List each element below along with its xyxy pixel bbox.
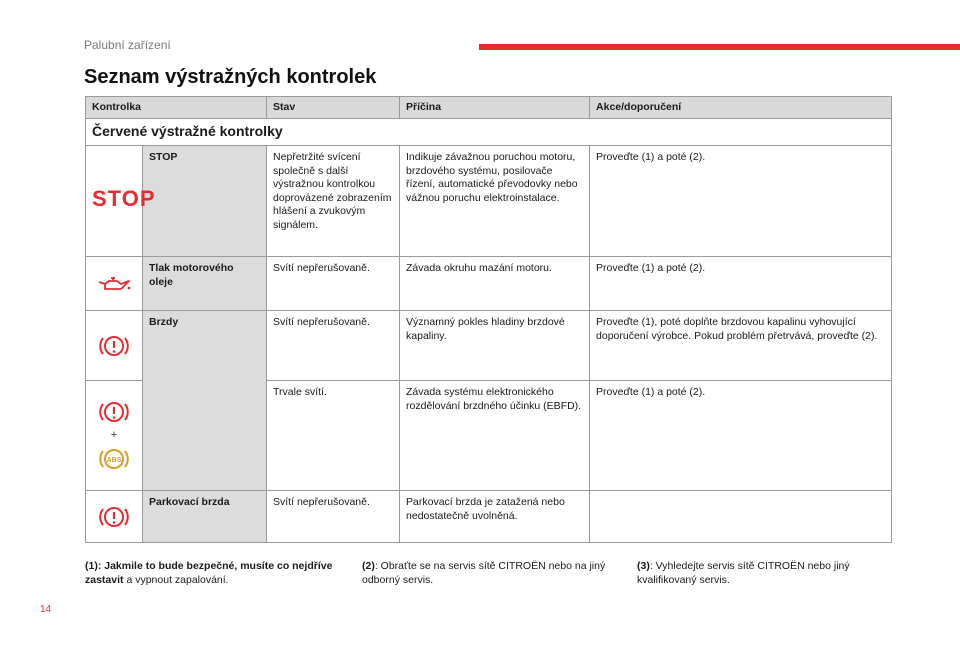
cause-cell: Významný pokles hladiny brzdové kapaliny. xyxy=(400,311,590,381)
table-row xyxy=(86,257,892,311)
group-row xyxy=(86,119,892,146)
status-cell: Nepřetržité svícení společně s další výstražnou kontrolkou doprovázené zobrazením hlášení a zvukovým signálem. xyxy=(267,146,400,257)
brake-warning-icon xyxy=(99,399,129,425)
table-row xyxy=(86,146,892,257)
footnote-3: (3): Vyhledejte servis sítě CITROËN nebo jiný kvalifikovaný servis. xyxy=(637,560,850,586)
cause-cell: Parkovací brzda je zatažená nebo nedostatečně uvolněná. xyxy=(400,491,590,543)
brake-warning-icon xyxy=(86,311,143,381)
column-header-pricina: Příčina xyxy=(400,97,590,119)
abs-icon xyxy=(99,446,129,472)
warning-lights-table xyxy=(85,96,892,543)
column-header-kontrolka: Kontrolka xyxy=(86,97,267,119)
warning-name: Tlak motorového oleje xyxy=(143,257,267,311)
action-cell: Proveďte (1) a poté (2). xyxy=(590,257,892,311)
brake-warning-icon xyxy=(86,491,143,543)
action-cell: Proveďte (1) a poté (2). xyxy=(590,381,892,491)
table-row xyxy=(86,491,892,543)
table-row xyxy=(86,311,892,381)
footnote-1: (1): Jakmile to bude bezpečné, musíte co nejdříve zastavit a vypnout zapalování. xyxy=(85,560,333,586)
warning-name: Brzdy xyxy=(143,311,267,491)
warning-name: Parkovací brzda xyxy=(143,491,267,543)
brake-abs-icon-group xyxy=(86,381,143,491)
action-cell: Proveďte (1), poté doplňte brzdovou kapalinu vyhovující doporučení výrobce. Pokud problém přetrvává, proveďte (2). xyxy=(590,311,892,381)
oil-can-icon xyxy=(86,257,143,311)
status-cell: Trvale svítí. xyxy=(267,381,400,491)
cause-cell: Závada okruhu mazání motoru. xyxy=(400,257,590,311)
status-cell: Svítí nepřerušovaně. xyxy=(267,311,400,381)
stop-icon: STOP xyxy=(86,146,143,257)
warning-name: STOP xyxy=(143,146,267,257)
column-header-stav: Stav xyxy=(267,97,400,119)
action-cell xyxy=(590,491,892,543)
footnote-2: (2): Obraťte se na servis sítě CITROËN nebo na jiný odborný servis. xyxy=(362,560,606,586)
action-cell: Proveďte (1) a poté (2). xyxy=(590,146,892,257)
column-header-akce: Akce/doporučení xyxy=(590,97,892,119)
status-cell: Svítí nepřerušovaně. xyxy=(267,491,400,543)
header-accent-bar xyxy=(479,44,960,50)
svg-text:ABS: ABS xyxy=(106,457,122,465)
cause-cell: Indikuje závažnou poruchou motoru, brzdového systému, posilovače řízení, automatické převodovky nebo vážnou poruchu elektroinstalace. xyxy=(400,146,590,257)
section-header: Palubní zařízení xyxy=(84,38,171,52)
table-header-row xyxy=(86,97,892,119)
status-cell: Svítí nepřerušovaně. xyxy=(267,257,400,311)
page-number: 14 xyxy=(40,604,52,615)
plus-sign: + xyxy=(110,428,118,441)
cause-cell: Závada systému elektronického rozdělování brzdného účinku (EBFD). xyxy=(400,381,590,491)
group-title: Červené výstražné kontrolky xyxy=(86,119,892,146)
page-title: Seznam výstražných kontrolek xyxy=(84,66,377,88)
